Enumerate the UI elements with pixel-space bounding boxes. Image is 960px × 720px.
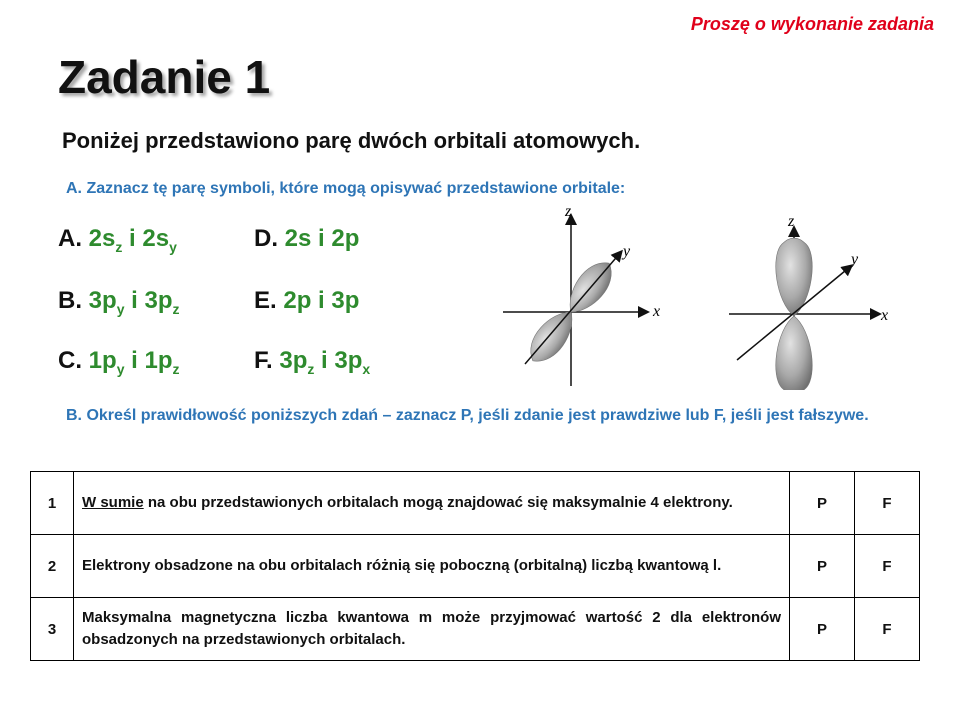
row-number: 1 [31, 472, 74, 535]
statement-text: Elektrony obsadzone na obu orbitalach różnią się poboczną (orbitalną) liczbą kwantową l. [82, 557, 722, 574]
answer-false-cell[interactable]: F [855, 535, 920, 598]
option-value: 2s i 2p [284, 225, 360, 252]
statement [74, 598, 790, 661]
option-letter: C. [58, 347, 82, 374]
option-value: $3p_z$ i $3p_x$ [279, 347, 371, 377]
axis-z-label: z [565, 203, 572, 220]
option-d[interactable] [254, 225, 359, 255]
option-a[interactable] [58, 225, 177, 255]
option-f[interactable] [254, 347, 370, 377]
answer-true-cell[interactable]: P [790, 472, 855, 535]
option-letter: B. [58, 287, 82, 314]
page-title: Zadanie 1 [58, 51, 271, 103]
part-a-prompt: A. Zaznacz tę parę symboli, które mogą opisywać przedstawione orbitale: [66, 180, 626, 197]
part-b-prompt: B. Określ prawidłowość poniższych zdań – zaznacz P, jeśli zdanie jest prawdziwe lub F, jeśli jest fałszywe. [66, 407, 869, 424]
orbital-figures [497, 198, 897, 390]
option-value: $1p_y$ i $1p_z$ [88, 347, 180, 377]
option-value: $2s_z$ i $2s_y$ [88, 225, 177, 255]
true-false-table [30, 471, 920, 661]
statement [74, 472, 790, 535]
answer-true-cell[interactable]: P [790, 535, 855, 598]
axis-z-label: z [788, 213, 795, 230]
axis-x-label: x [653, 303, 661, 320]
row-number: 2 [31, 535, 74, 598]
option-value: 2p i 3p [283, 287, 360, 314]
axis-x-label: x [881, 307, 889, 324]
top-note: Proszę o wykonanie zadania [690, 14, 934, 34]
option-letter: F. [254, 347, 273, 374]
axis-y-label: y [623, 243, 631, 260]
page-subtitle: Poniżej przedstawiono parę dwóch orbitali atomowych. [62, 128, 641, 153]
orbital-py [503, 203, 660, 386]
statement-text: na obu przedstawionych orbitalach mogą znajdować się maksymalnie 4 elektrony. [143, 494, 733, 511]
statement [74, 535, 790, 598]
statement-emphasis: W sumie [82, 494, 144, 511]
option-c[interactable] [58, 347, 180, 377]
option-value: $3p_y$ i $3p_z$ [88, 287, 180, 317]
option-e[interactable] [254, 287, 359, 317]
option-letter: A. [58, 225, 82, 252]
answer-true-cell[interactable]: P [790, 598, 855, 661]
row-number: 3 [31, 598, 74, 661]
answer-options [58, 225, 458, 395]
option-b[interactable] [58, 287, 180, 317]
orbital-pz [729, 213, 888, 390]
table-row [31, 535, 920, 598]
answer-false-cell[interactable]: F [855, 472, 920, 535]
table-row [31, 472, 920, 535]
axis-y-label: y [851, 251, 859, 268]
answer-false-cell[interactable]: F [855, 598, 920, 661]
option-letter: D. [254, 225, 278, 252]
option-letter: E. [254, 287, 277, 314]
statement-text: Maksymalna magnetyczna liczba kwantowa m może przyjmować wartość 2 dla elektronów obsadzonych na przedstawionych orbitalach. [82, 609, 781, 648]
table-row [31, 598, 920, 661]
